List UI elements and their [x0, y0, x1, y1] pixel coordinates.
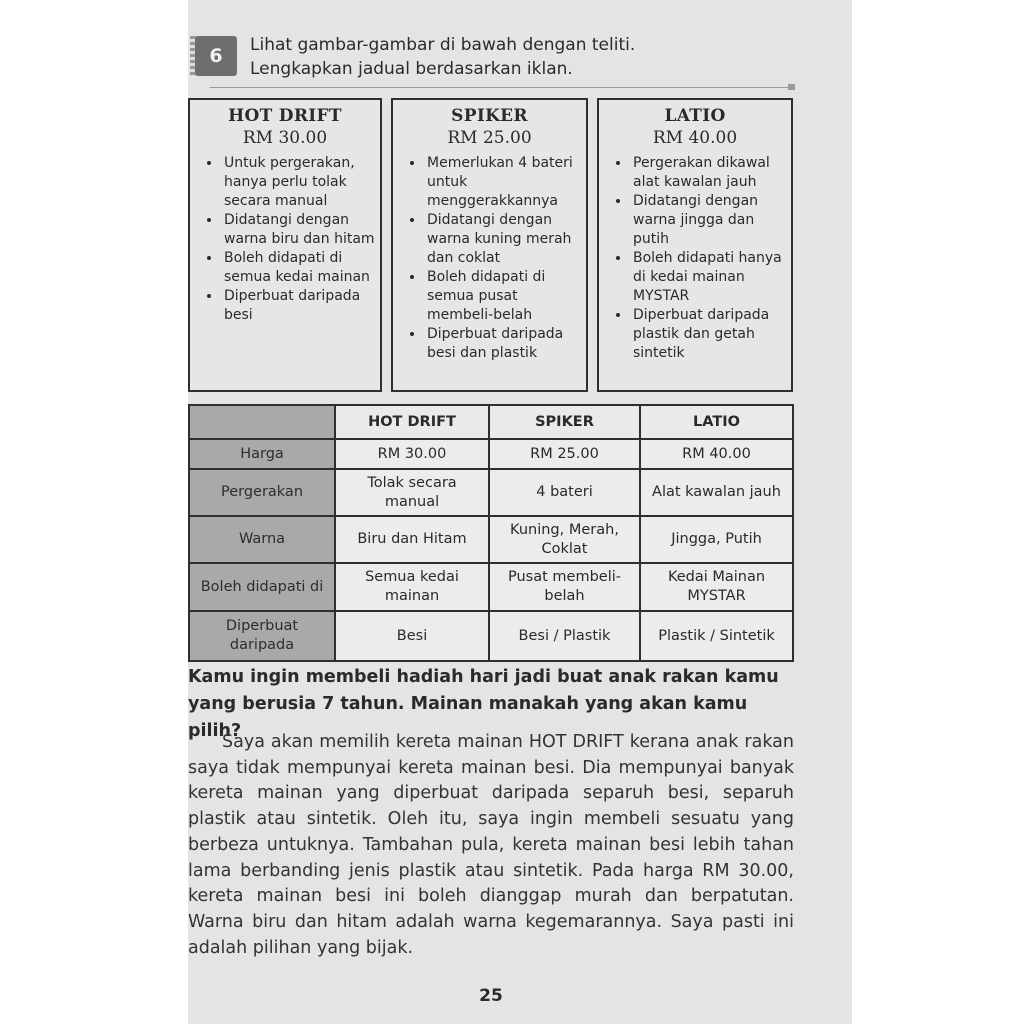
- card-features: [393, 154, 586, 363]
- card-price: RM 40.00: [652, 128, 738, 148]
- product-card-hot-drift: [188, 98, 382, 392]
- essay-question: Kamu ingin membeli hadiah hari jadi buat anak rakan kamu yang berusia 7 tahun. Mainan manakah yang akan kamu pilih?: [188, 667, 779, 741]
- column-header: HOT DRIFT: [335, 405, 489, 439]
- table-cell: RM 30.00: [335, 439, 489, 469]
- instruction-line-2: Lengkapkan jadual berdasarkan iklan.: [250, 59, 573, 79]
- page-number: 25: [479, 986, 503, 1006]
- table-cell: Biru dan Hitam: [335, 516, 489, 563]
- table-cell: RM 40.00: [640, 439, 793, 469]
- product-card-spiker: [391, 98, 588, 392]
- card-feature: • Diperbuat daripada besi dan plastik: [425, 325, 586, 363]
- table-row: [189, 563, 793, 611]
- table-cell: Plastik / Sintetik: [640, 611, 793, 661]
- question-number-badge: 6: [195, 36, 237, 76]
- card-feature: • Boleh didapati hanya di kedai mainan MYSTAR: [631, 249, 791, 306]
- card-feature: • Pergerakan dikawal alat kawalan jauh: [631, 154, 791, 192]
- comparison-table: [188, 404, 794, 662]
- table-cell: Kuning, Merah, Coklat: [489, 516, 640, 563]
- column-header: LATIO: [640, 405, 793, 439]
- divider-end-mark: [788, 84, 795, 90]
- table-cell: Alat kawalan jauh: [640, 469, 793, 516]
- card-title: LATIO: [664, 106, 726, 126]
- card-feature: • Didatangi dengan warna kuning merah dan coklat: [425, 211, 586, 268]
- card-title: SPIKER: [451, 106, 528, 126]
- card-price: RM 25.00: [447, 128, 532, 148]
- card-features: [190, 154, 380, 325]
- instruction-line-1: Lihat gambar-gambar di bawah dengan teliti.: [250, 35, 636, 55]
- card-feature: • Diperbuat daripada plastik dan getah sintetik: [631, 306, 791, 363]
- answer-text: Saya akan memilih kereta mainan HOT DRIFT kerana anak rakan saya tidak mempunyai kereta mainan besi. Dia mempunyai banyak kereta mainan yang diperbuat daripada separuh besi, separuh plastik atau sintetik. Oleh itu, saya ingin membeli sesuatu yang berbeza untuknya. Tambahan pula, kereta mainan besi lebih tahan lama berbanding jenis plastik atau sintetik. Pada harga RM 30.00, kereta mainan besi ini boleh dianggap murah dan berpatutan. Warna biru dan hitam adalah warna kegemarannya. Saya pasti ini adalah pilihan yang bijak.: [188, 732, 794, 958]
- table-cell: RM 25.00: [489, 439, 640, 469]
- table-cell: Tolak secara manual: [335, 469, 489, 516]
- table-cell: Kedai Mainan MYSTAR: [640, 563, 793, 611]
- divider-line: [210, 87, 794, 88]
- row-header: Warna: [189, 516, 335, 563]
- workbook-page: [188, 0, 852, 1024]
- table-cell: Besi / Plastik: [489, 611, 640, 661]
- card-feature: • Boleh didapati di semua kedai mainan: [222, 249, 380, 287]
- instructions: [250, 33, 635, 81]
- card-features: [599, 154, 791, 363]
- table-cell: Pusat membeli-belah: [489, 563, 640, 611]
- card-feature: • Diperbuat daripada besi: [222, 287, 380, 325]
- table-row: [189, 469, 793, 516]
- card-title: HOT DRIFT: [228, 106, 342, 126]
- card-price: RM 30.00: [242, 128, 328, 148]
- product-card-latio: [597, 98, 793, 392]
- card-feature: • Boleh didapati di semua pusat membeli-belah: [425, 268, 586, 325]
- row-header: Diperbuat daripada: [189, 611, 335, 661]
- table-row: [189, 611, 793, 661]
- table-cell: Semua kedai mainan: [335, 563, 489, 611]
- table-corner-cell: [189, 405, 335, 439]
- table-row: [189, 516, 793, 563]
- table-cell: Besi: [335, 611, 489, 661]
- row-header: Boleh didapati di: [189, 563, 335, 611]
- card-feature: • Memerlukan 4 bateri untuk menggerakkannya: [425, 154, 586, 211]
- card-feature: • Didatangi dengan warna jingga dan putih: [631, 192, 791, 249]
- column-header: SPIKER: [489, 405, 640, 439]
- table-header-row: [189, 405, 793, 439]
- card-feature: • Untuk pergerakan, hanya perlu tolak secara manual: [222, 154, 380, 211]
- row-header: Harga: [189, 439, 335, 469]
- card-feature: • Didatangi dengan warna biru dan hitam: [222, 211, 380, 249]
- table-cell: 4 bateri: [489, 469, 640, 516]
- table-cell: Jingga, Putih: [640, 516, 793, 563]
- row-header: Pergerakan: [189, 469, 335, 516]
- answer-paragraph: [188, 730, 794, 961]
- table-row: [189, 439, 793, 469]
